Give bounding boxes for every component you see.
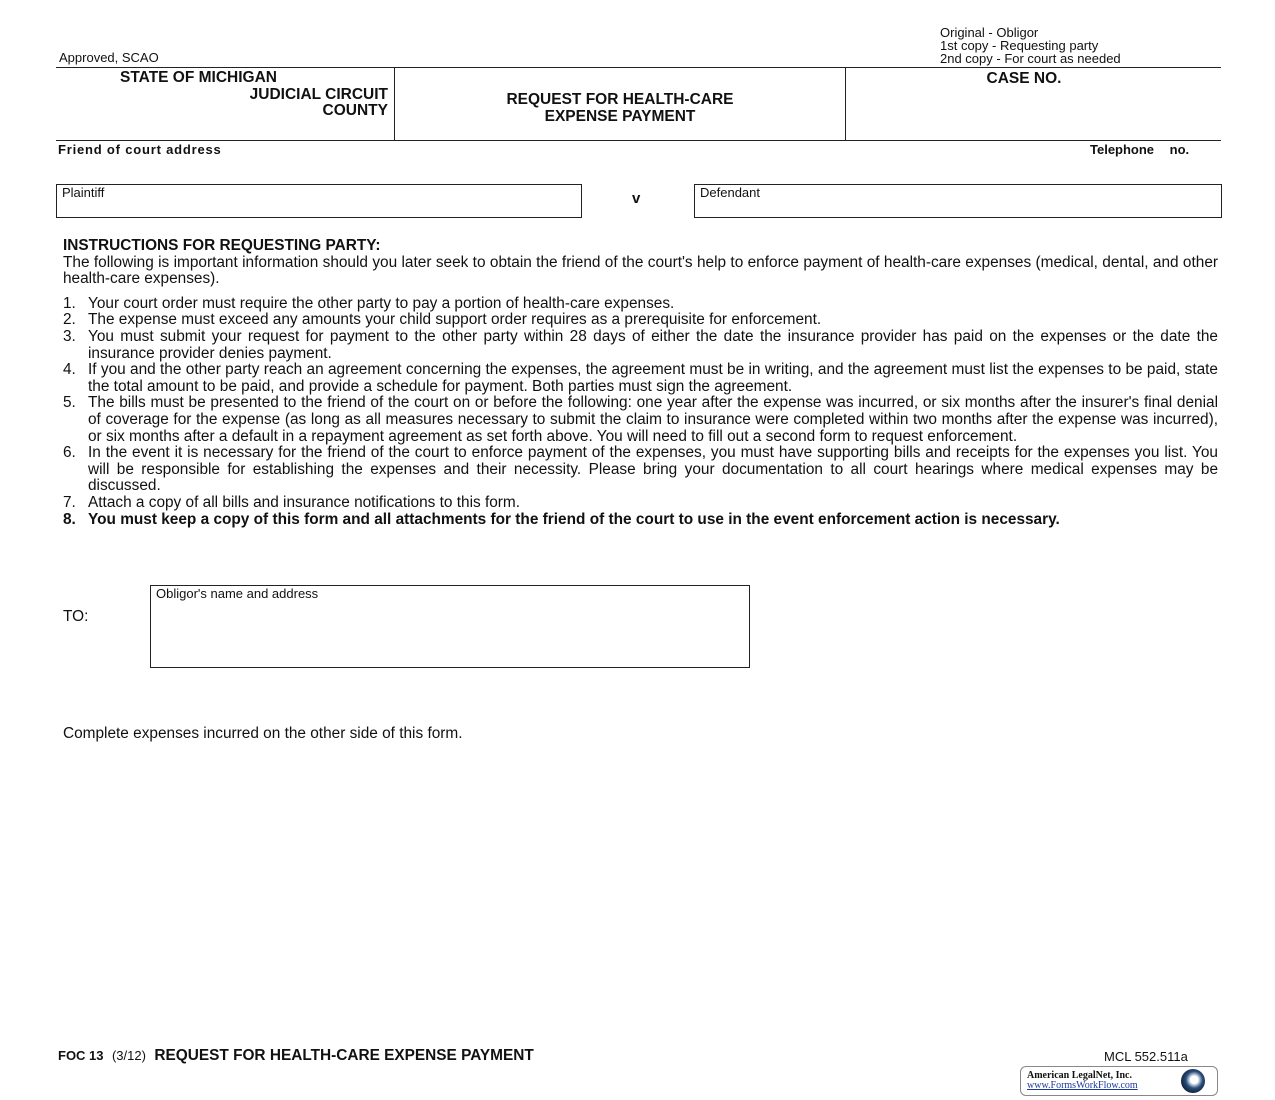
logo-name: American LegalNet, Inc. [1027, 1070, 1132, 1081]
state-label: STATE OF MICHIGAN [120, 69, 277, 86]
item-number: 4. [63, 361, 76, 379]
item-text: You must submit your request for payment to the other party within 28 days of either the date the insurance provider has paid on the expenses or the date the insurance provider denies payment. [88, 327, 1218, 362]
versus-label: v [632, 190, 641, 207]
title-line: REQUEST FOR HEALTH-CARE [506, 91, 734, 108]
item-text: The bills must be presented to the friend of the court on or before the following: one year after the expense was incurred, or six months after the insurer's final denial of coverage for the expense (as long as all measures necessary to submit the claim to insurance were completed within two months after the expense was incurred), or six months after a default in a repayment agreement as set forth above. You will need to fill out a second form to request enforcement. [88, 394, 1218, 445]
court-block [120, 70, 388, 120]
item-text: Your court order must require the other party to pay a portion of health-care expenses. [88, 294, 675, 312]
american-legalnet-logo[interactable] [1020, 1066, 1218, 1096]
form-title [395, 91, 845, 125]
approved-label: Approved, SCAO [59, 50, 159, 65]
to-label: TO: [63, 608, 89, 625]
title-line: EXPENSE PAYMENT [544, 108, 696, 125]
item-text: Attach a copy of all bills and insurance notifications to this form. [88, 493, 521, 511]
instruction-item [63, 312, 1218, 329]
form-revision: (3/12) [111, 1048, 146, 1063]
item-number: 1. [63, 294, 76, 312]
form-id: FOC 13 [58, 1048, 104, 1063]
defendant-label: Defendant [700, 185, 760, 200]
instruction-item [63, 512, 1218, 529]
copy-distribution [940, 26, 1121, 65]
instruction-item [63, 495, 1218, 512]
divider [56, 67, 1221, 68]
obligor-label: Obligor's name and address [156, 586, 319, 601]
complete-note: Complete expenses incurred on the other side of this form. [63, 725, 463, 742]
instructions [63, 238, 1218, 528]
item-number: 8. [63, 510, 76, 528]
item-number: 6. [63, 444, 76, 462]
circuit-label: JUDICIAL CIRCUIT [249, 85, 388, 103]
defendant-field[interactable] [694, 184, 1222, 218]
divider [56, 140, 1221, 141]
county-label: COUNTY [322, 102, 388, 120]
instructions-heading: INSTRUCTIONS FOR REQUESTING PARTY: [63, 237, 381, 254]
item-text: You must keep a copy of this form and all attachments for the friend of the court to use in the event enforcement action is necessary. [88, 510, 1060, 528]
item-number: 5. [63, 394, 76, 412]
footer-title: REQUEST FOR HEALTH-CARE EXPENSE PAYMENT [154, 1047, 534, 1064]
copy-line: Original - Obligor [940, 25, 1039, 40]
mcl-reference: MCL 552.511a [1104, 1049, 1188, 1064]
item-text: If you and the other party reach an agreement concerning the expenses, the agreement must be in writing, and the agreement must list the expenses to be paid, state the total amount to be paid, and provide a schedule for payment. Both parties must sign the agreement. [88, 361, 1218, 395]
instruction-item [63, 362, 1218, 395]
copy-line: 1st copy - Requesting party [940, 38, 1099, 53]
globe-icon [1181, 1069, 1205, 1093]
instruction-item [63, 296, 1218, 313]
logo-url[interactable]: www.FormsWorkFlow.com [1027, 1080, 1138, 1091]
telephone-label: Telephone no. [1090, 142, 1190, 157]
instructions-intro: The following is important information should you later seek to obtain the friend of the court's help to enforce payment of health-care expenses (medical, dental, and other health-care expenses). [63, 253, 1218, 288]
instruction-item [63, 445, 1218, 495]
item-number: 7. [63, 493, 76, 511]
copy-line: 2nd copy - For court as needed [940, 51, 1121, 66]
item-number: 2. [63, 311, 76, 329]
item-text: In the event it is necessary for the friend of the court to enforce payment of the expenses, you must have supporting bills and receipts for the expenses you list. You will be responsible for establishing the expenses and their necessity. Please bring your documentation to all court hearings where medical expenses may be discussed. [88, 444, 1218, 495]
plaintiff-field[interactable] [56, 184, 582, 218]
footer-form-id [58, 1047, 534, 1065]
foc-address-label: Friend of court address [58, 142, 222, 157]
instruction-item [63, 395, 1218, 445]
plaintiff-label: Plaintiff [62, 185, 105, 200]
instruction-item [63, 329, 1218, 362]
obligor-field[interactable] [150, 585, 750, 668]
item-number: 3. [63, 327, 76, 345]
case-no-field[interactable]: CASE NO. [986, 70, 1062, 87]
item-text: The expense must exceed any amounts your child support order requires as a prerequisite for enforcement. [88, 311, 822, 329]
